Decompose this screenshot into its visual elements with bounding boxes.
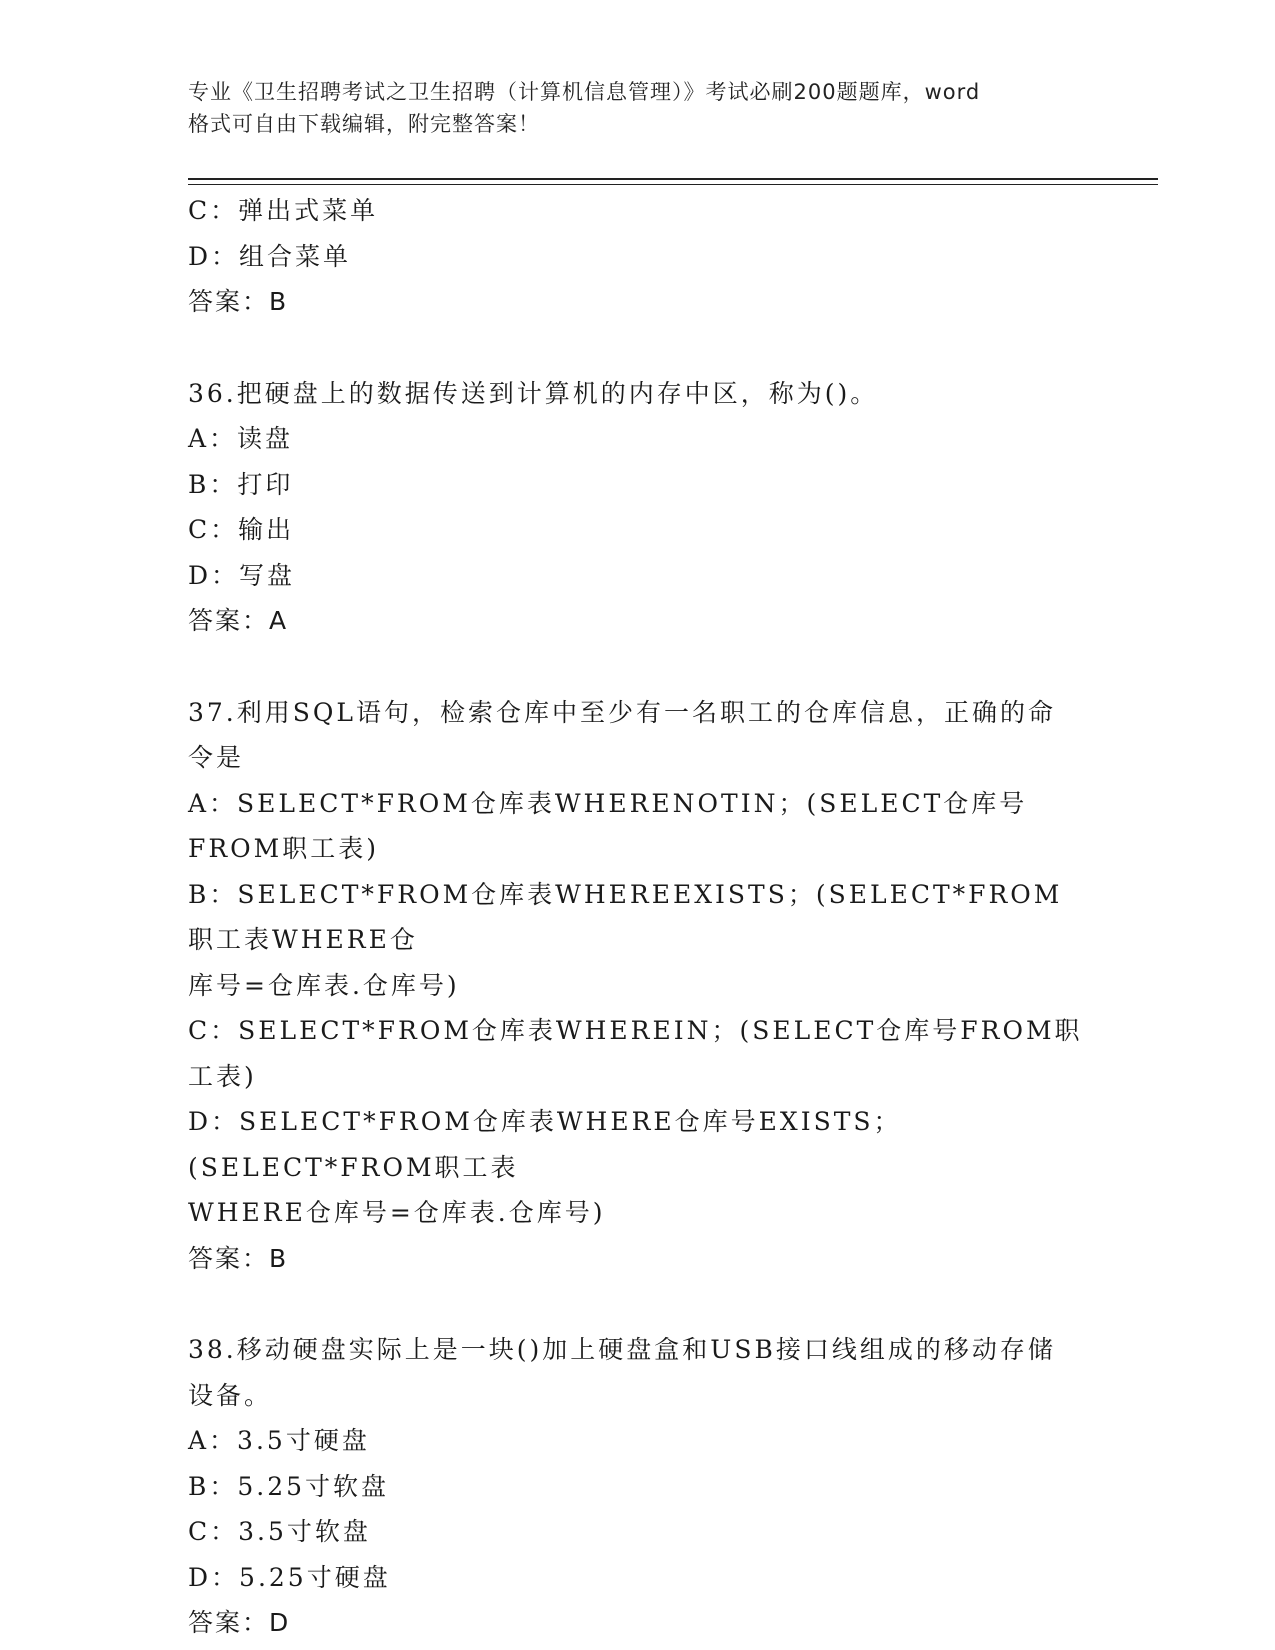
option-b: B：打印 bbox=[188, 469, 294, 499]
option-a: A：读盘 bbox=[188, 424, 294, 453]
answer: 答案：B bbox=[188, 287, 289, 316]
question-stem: 设备。 bbox=[188, 1380, 273, 1410]
header-line-2: 格式可自由下载编辑，附完整答案！ bbox=[188, 112, 540, 136]
option-c: C：弹出式菜单 bbox=[188, 196, 379, 225]
document-header bbox=[188, 76, 1088, 140]
question-block bbox=[188, 1327, 1088, 1646]
option-d: D：写盘 bbox=[188, 560, 296, 590]
answer: 答案：D bbox=[188, 1608, 291, 1637]
option-b: B：SELECT*FROM仓库表WHEREEXISTS；(SELECT*FROM职工表WHERE仓 bbox=[188, 879, 1063, 954]
header-rule-thin bbox=[188, 184, 1158, 185]
question-spacer bbox=[188, 1281, 1088, 1327]
header-rule-thick bbox=[188, 178, 1158, 180]
question-stem: 38.移动硬盘实际上是一块()加上硬盘盒和USB接口线组成的移动存储 bbox=[188, 1335, 1056, 1364]
question-stem: 37.利用SQL语句，检索仓库中至少有一名职工的仓库信息，正确的命 bbox=[188, 697, 1056, 727]
question-spacer bbox=[188, 644, 1088, 690]
header-line-1: 专业《卫生招聘考试之卫生招聘（计算机信息管理）》考试必刷200题题库，word bbox=[188, 80, 981, 104]
answer: 答案：A bbox=[188, 606, 289, 635]
document-body bbox=[188, 188, 1088, 1646]
question-block bbox=[188, 690, 1088, 1282]
answer: 答案：B bbox=[188, 1243, 289, 1273]
question-block bbox=[188, 371, 1088, 644]
option-a: A：3.5寸硬盘 bbox=[188, 1426, 370, 1455]
option-a: A：SELECT*FROM仓库表WHERENOTIN；(SELECT仓库号FROM职工表) bbox=[188, 788, 1028, 863]
option-b: 库号=仓库表.仓库号) bbox=[188, 970, 460, 1000]
option-d: WHERE仓库号=仓库表.仓库号) bbox=[188, 1198, 606, 1227]
question-stem: 令是 bbox=[188, 743, 245, 772]
option-c: C：输出 bbox=[188, 515, 295, 544]
option-d: D：SELECT*FROM仓库表WHERE仓库号EXISTS；(SELECT*FROM职工表 bbox=[188, 1107, 902, 1182]
option-c: C：3.5寸软盘 bbox=[188, 1517, 371, 1546]
question-stem: 36.把硬盘上的数据传送到计算机的内存中区，称为()。 bbox=[188, 378, 879, 408]
option-c: C：SELECT*FROM仓库表WHEREIN；(SELECT仓库号FROM职工表) bbox=[188, 1016, 1083, 1091]
question-list bbox=[188, 325, 1088, 1646]
option-b: B：5.25寸软盘 bbox=[188, 1471, 390, 1501]
option-d: D：5.25寸硬盘 bbox=[188, 1562, 391, 1592]
question-spacer bbox=[188, 325, 1088, 371]
prev-question bbox=[188, 188, 1088, 325]
option-d: D：组合菜单 bbox=[188, 241, 352, 271]
